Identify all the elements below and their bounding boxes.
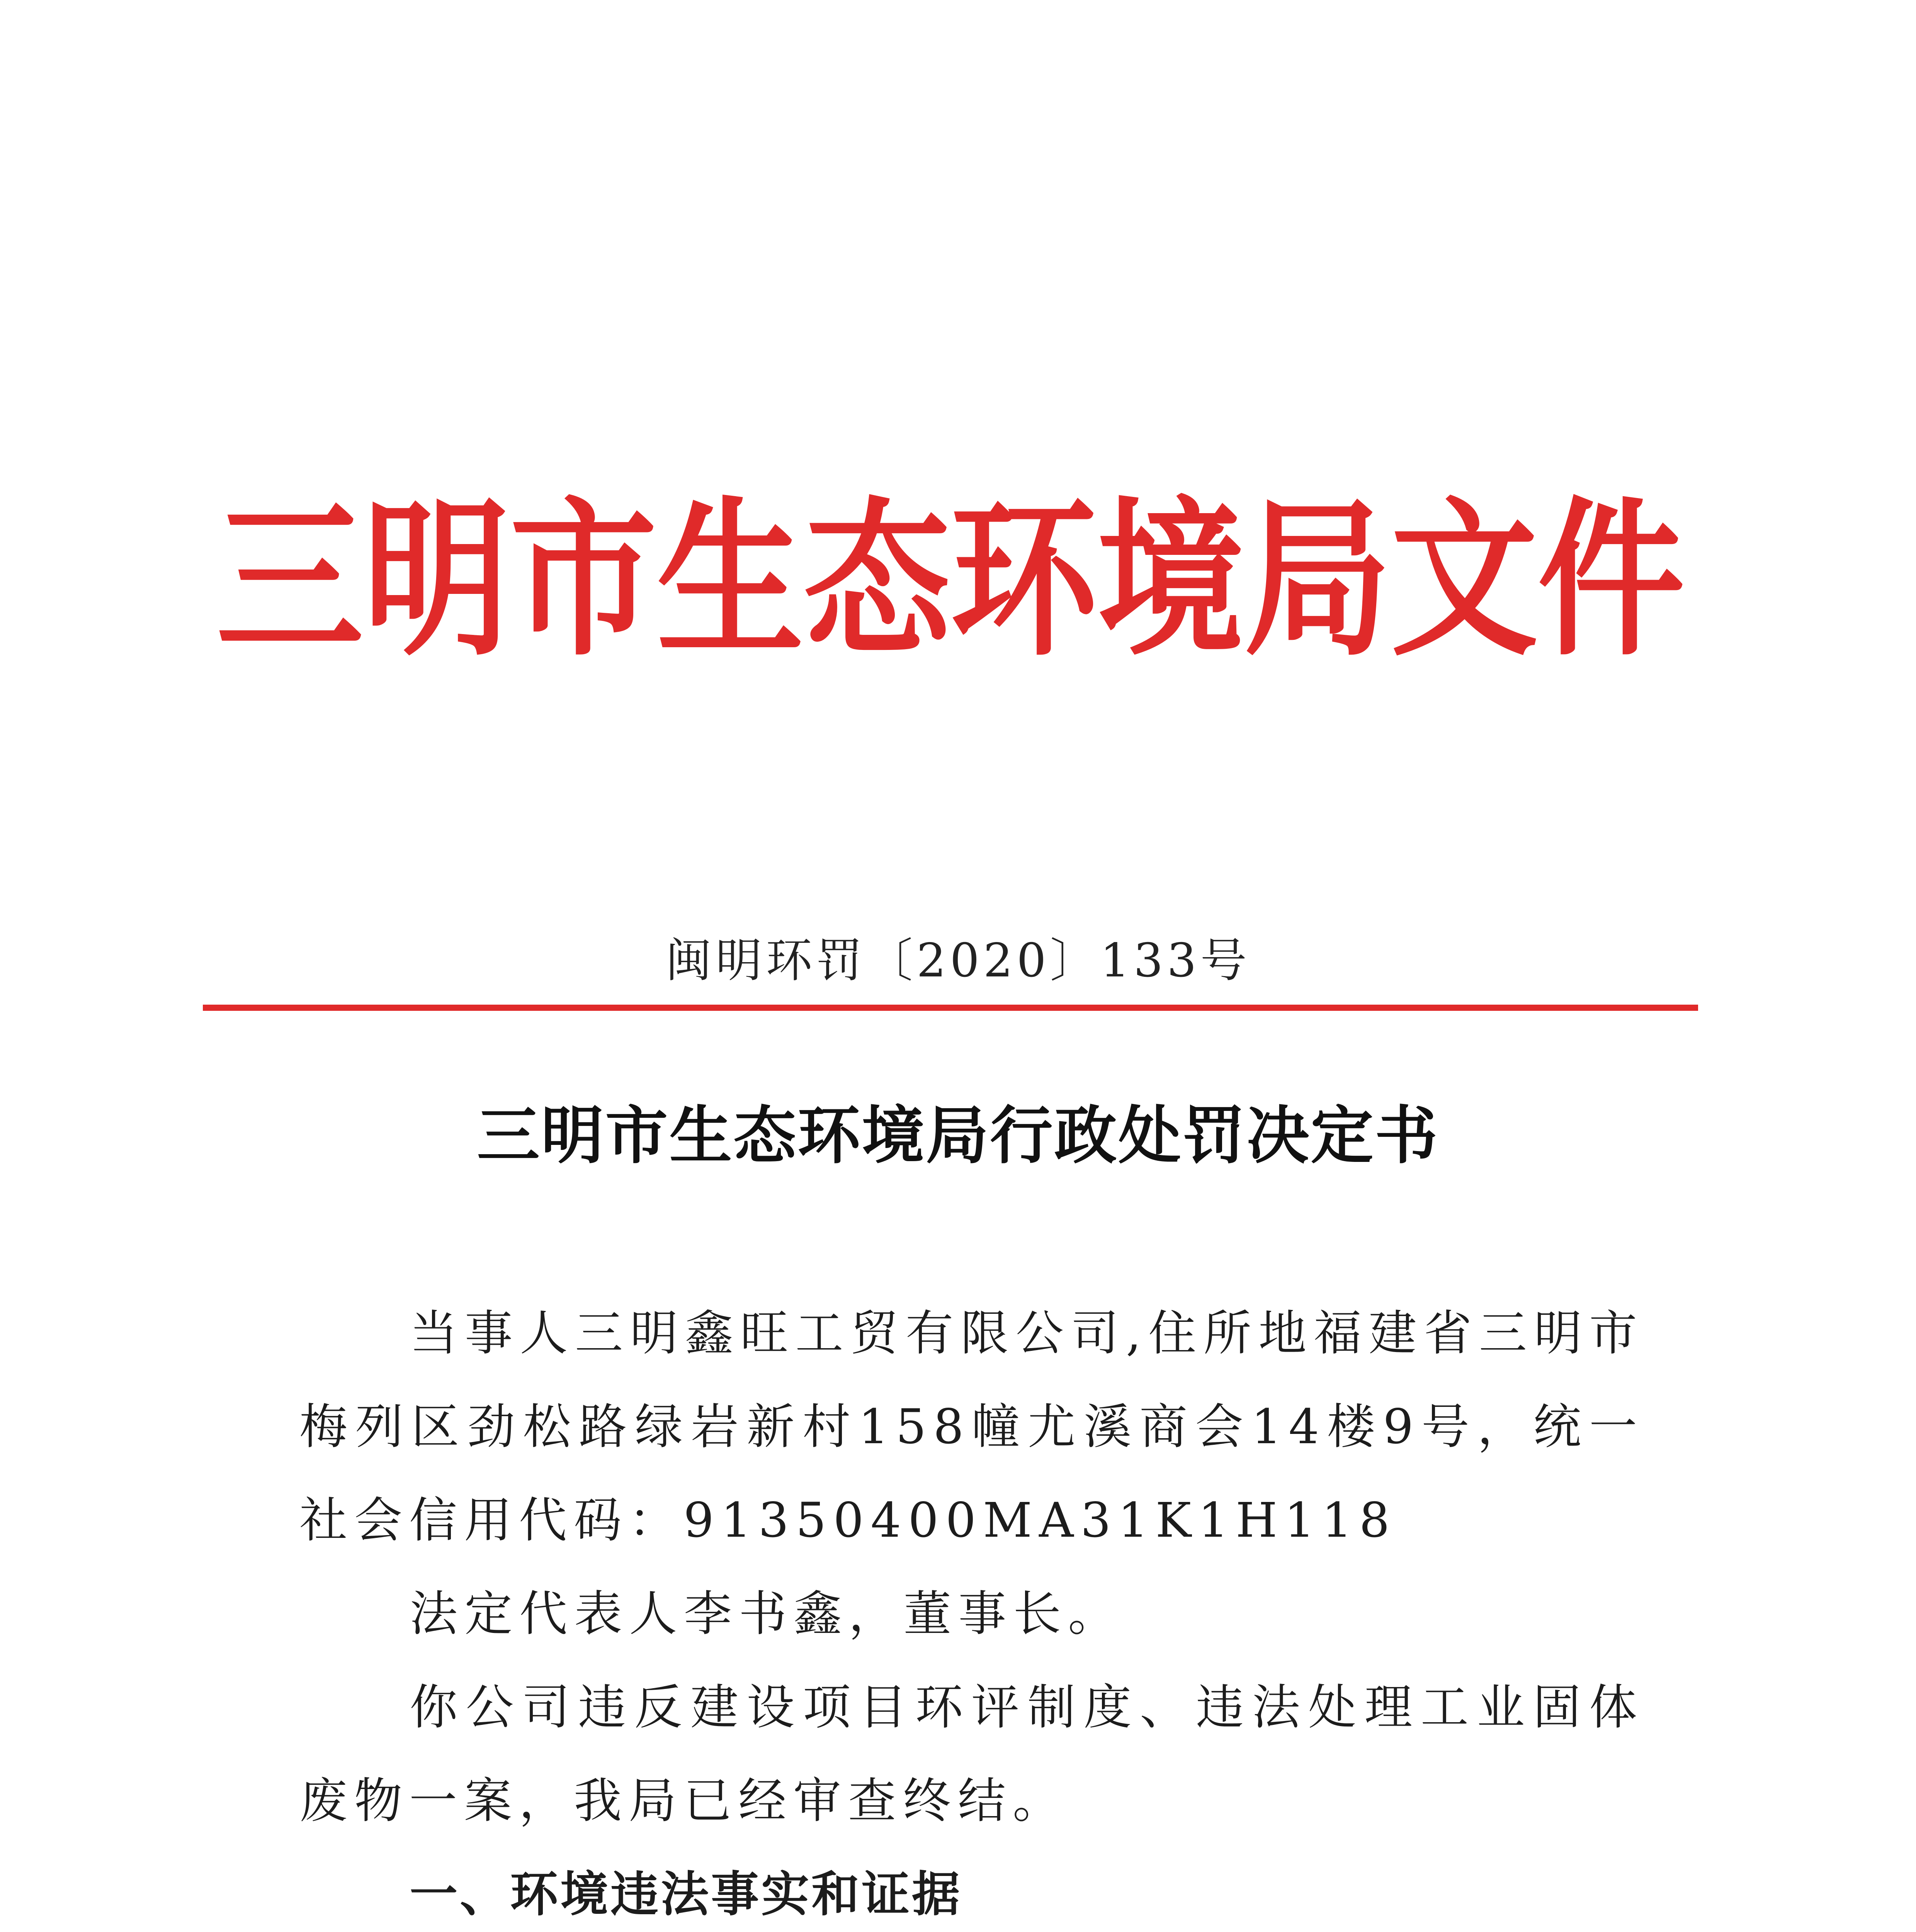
representative-paragraph: 法定代表人李书鑫，董事长。	[410, 1586, 1123, 1642]
masthead-char: 生	[657, 480, 804, 679]
party-paragraph: 当事人三明鑫旺工贸有限公司,住所地福建省三明市梅列区劲松路绿岩新村158幢尤溪商会14楼9号，统一社会信用代码：91350400MA31K1H118	[299, 1306, 1644, 1548]
masthead-char: 三	[216, 480, 363, 679]
masthead-char: 态	[804, 480, 950, 679]
masthead-char: 境	[1097, 480, 1244, 679]
document-number: 闽明环罚〔2020〕133号	[665, 934, 1251, 988]
case-paragraph: 你公司违反建设项目环评制度、违法处理工业固体废物一案，我局已经审查终结。	[299, 1680, 1644, 1829]
document-title: 三明市生态环境局行政处罚决定书	[477, 1100, 1439, 1172]
masthead-char: 件	[1538, 480, 1685, 679]
red-divider-line	[203, 1005, 1698, 1011]
masthead-char: 明	[363, 480, 510, 679]
masthead-char: 环	[950, 480, 1097, 679]
masthead-char: 文	[1391, 480, 1538, 679]
masthead-char: 市	[510, 480, 657, 679]
section-heading: 一、环境违法事实和证据	[410, 1867, 962, 1922]
document-body	[299, 1287, 1644, 1932]
red-masthead	[216, 464, 1685, 695]
masthead-char: 局	[1244, 480, 1391, 679]
